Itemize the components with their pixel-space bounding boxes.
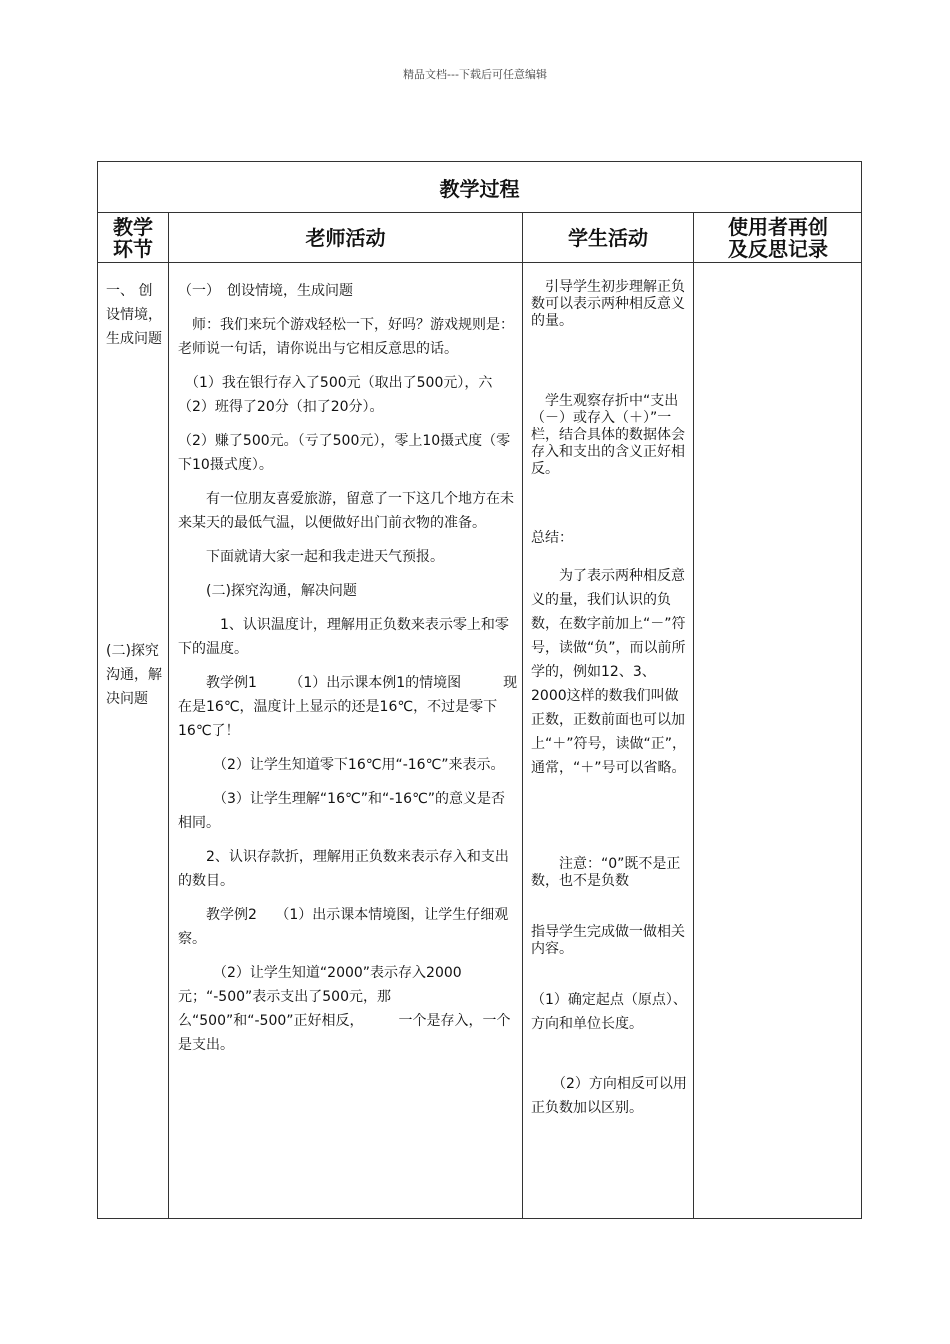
header-notes [694, 213, 862, 262]
column-divider-1 [168, 213, 169, 1219]
teacher-paragraph: （2）让学生知道“2000”表示存入2000元；“-500”表示支出了500元，那么“500”和“-500”正好相反， 一个是存入，一个是支出。 [178, 965, 511, 1053]
teaching-process-table [97, 161, 862, 1219]
header-notes-line2: 及反思记录 [728, 236, 828, 261]
watermark-text: 精品文档---下载后可任意编辑 [403, 68, 547, 81]
column-divider-3 [693, 213, 694, 1219]
student-paragraph-8: （2）方向相反可以用正负数加以区别。 [531, 1076, 687, 1116]
stage-1: 一、 创设情境，生成问题 [106, 283, 162, 347]
teacher-paragraph: 教学例1 （1）出示课本例1的情境图 现在是16℃，温度计上显示的还是16℃，不过是零下16℃了！ [178, 675, 518, 739]
teacher-paragraph: （1）我在银行存入了500元（取出了500元），六（2）班得了20分（扣了20分）。 [178, 375, 493, 415]
header-student: 学生活动 [568, 225, 648, 250]
teacher-paragraph: 教学例2 （1）出示课本情境图，让学生仔细观察。 [178, 907, 509, 947]
teacher-paragraph: 下面就请大家一起和我走进天气预报。 [178, 549, 444, 565]
notes-cell[interactable] [695, 263, 861, 1163]
table-title: 教学过程 [439, 176, 520, 201]
teacher-paragraph: （一） 创设情境，生成问题 [178, 283, 353, 299]
teacher-paragraph: （3）让学生理解“16℃”和“-16℃”的意义是否相同。 [178, 791, 506, 831]
teacher-paragraph: 1、认识温度计，理解用正负数来表示零上和零下的温度。 [178, 617, 509, 657]
student-paragraph-2: 学生观察存折中“支出（－）或存入（＋）”一栏，结合具体的数据体会存入和支出的含义正好相反。 [531, 393, 685, 477]
student-paragraph-4: 为了表示两种相反意义的量，我们认识的负数，在数字前加上“－”符号，读做“负”，而以前所学的，例如12、3、2000这样的数我们叫做正数，正数前面也可以加上“＋”符号，读做“正”，通常，“＋”号可以省略。 [531, 568, 687, 776]
header-stage-line1: 教学 [113, 214, 153, 239]
student-paragraph-5: 注意：“0”既不是正数，也不是负数 [531, 856, 681, 889]
teacher-paragraph: （2）赚了500元。（亏了500元），零上10摄式度（零下10摄式度）。 [178, 433, 511, 473]
stage-2: (二)探究沟通，解决问题 [106, 643, 162, 707]
student-summary-label: 总结： [531, 530, 573, 546]
teacher-activity [178, 279, 518, 1067]
header-notes-line1: 使用者再创 [728, 214, 828, 239]
header-teacher: 老师活动 [305, 225, 386, 250]
column-divider-2 [522, 213, 523, 1219]
student-paragraph-6: 指导学生完成做一做相关内容。 [531, 924, 685, 957]
student-paragraph-1: 引导学生初步理解正负数可以表示两种相反意义的量。 [531, 279, 685, 329]
student-paragraph-7: （1）确定起点（原点）、方向和单位长度。 [531, 992, 687, 1032]
teacher-paragraph: 有一位朋友喜爱旅游，留意了一下这几个地方在未来某天的最低气温，以便做好出门前衣物的准备。 [178, 491, 514, 531]
teacher-paragraph: 2、认识存款折，理解用正负数来表示存入和支出的数目。 [178, 849, 509, 889]
header-stage [98, 213, 168, 262]
teacher-paragraph: (二)探究沟通，解决问题 [178, 583, 357, 599]
teacher-paragraph: 师：我们来玩个游戏轻松一下，好吗？游戏规则是：老师说一句话，请你说出与它相反意思的话。 [178, 317, 514, 357]
header-stage-line2: 环节 [113, 236, 153, 261]
teacher-paragraph: （2）让学生知道零下16℃用“-16℃”来表示。 [178, 757, 505, 773]
